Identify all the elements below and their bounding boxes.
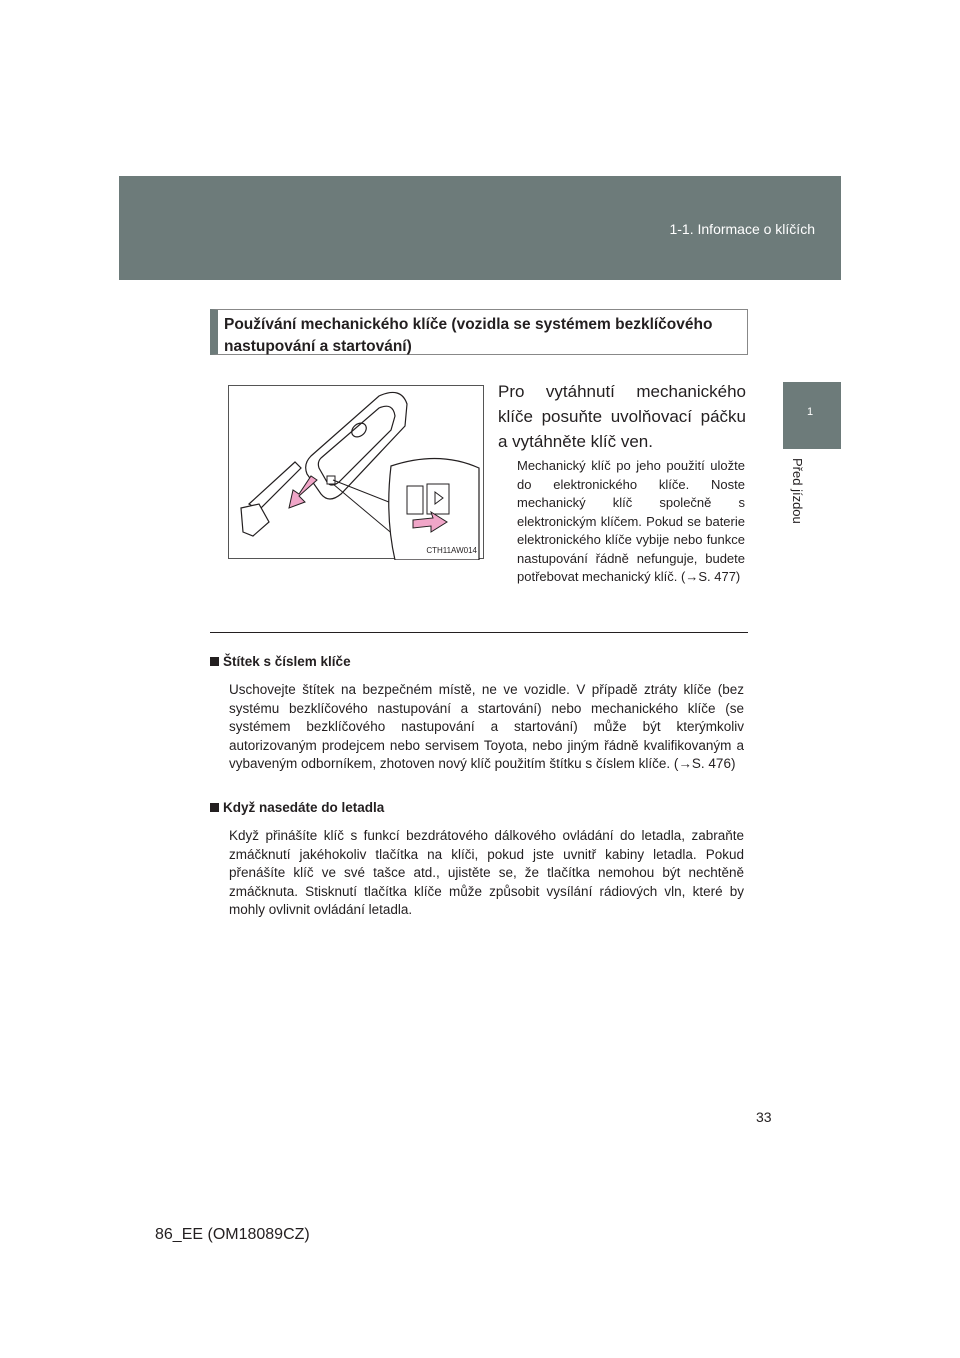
chapter-tab <box>783 382 841 449</box>
section-body: Uschovejte štítek na bezpečném místě, ne ve vozidle. V případě ztráty klíče (bez systému bezklíčového nastupování a startování) nebo mechanického klíče (se systémem bezklíčového nastupování a startování) může být kterýmkoliv autorizovaným prodejcem nebo servisem Toyota, nebo jiným řádně kvalifikovaným a vybaveným odborníkem, zhotoven nový klíč použitím štítku s číslem klíče. (→S. 476) <box>229 682 744 771</box>
intro-text: Pro vytáhnutí mechanického klíče posuňte uvolňovací páčku a vytáhněte klíč ven. <box>498 382 746 451</box>
section-key-label <box>210 653 744 774</box>
section-title: 1-1. Informace o klíčích <box>669 221 815 237</box>
section-heading: Štítek s číslem klíče <box>223 654 351 669</box>
page-number: 33 <box>756 1109 772 1125</box>
illustration-code: CTH11AW014 <box>426 546 477 555</box>
chapter-number: 1 <box>807 406 814 418</box>
section-body: Když přinášíte klíč s funkcí bezdrátového dálkového ovládání do letadla, zabraňte zmáčknutí jakéhokoliv tlačítka na klíči, pokud jste uvnitř kabiny letadla. Pokud přenášíte klíč ve své tašce atd., ujistěte se, že tlačítka nemohou být nechtěně zmáčknuta. Stisknutí tlačítka klíče může způsobit vysílání rádiových vln, které by mohly ovlivnit ovládání letadla. <box>229 828 744 917</box>
section-heading: Když nasedáte do letadla <box>223 800 385 815</box>
chapter-label: Před jízdou <box>790 458 805 524</box>
pull-arrow-icon <box>289 476 317 508</box>
doc-code: 86_EE (OM18089CZ) <box>155 1226 310 1243</box>
key-illustration <box>228 385 484 559</box>
divider <box>210 632 748 633</box>
bullet-square-icon <box>210 657 219 666</box>
release-lever-detail-icon <box>389 458 479 560</box>
key-drawing-icon <box>229 386 485 560</box>
note-text: Mechanický klíč po jeho použití uložte do elektronického klíče. Noste mechanický klíč společně s elektronickým klíčem. Pokud se baterie elektronického klíče vybije nebo funkce nastupování řádně nefunguje, budete potřebovat mechanický klíč. (→S. 477) <box>517 458 745 584</box>
topic-title: Používání mechanického klíče (vozidla se systémem bezklíčového nastupování a startování) <box>210 309 748 355</box>
bullet-square-icon <box>210 803 219 812</box>
section-airplane <box>210 799 744 920</box>
